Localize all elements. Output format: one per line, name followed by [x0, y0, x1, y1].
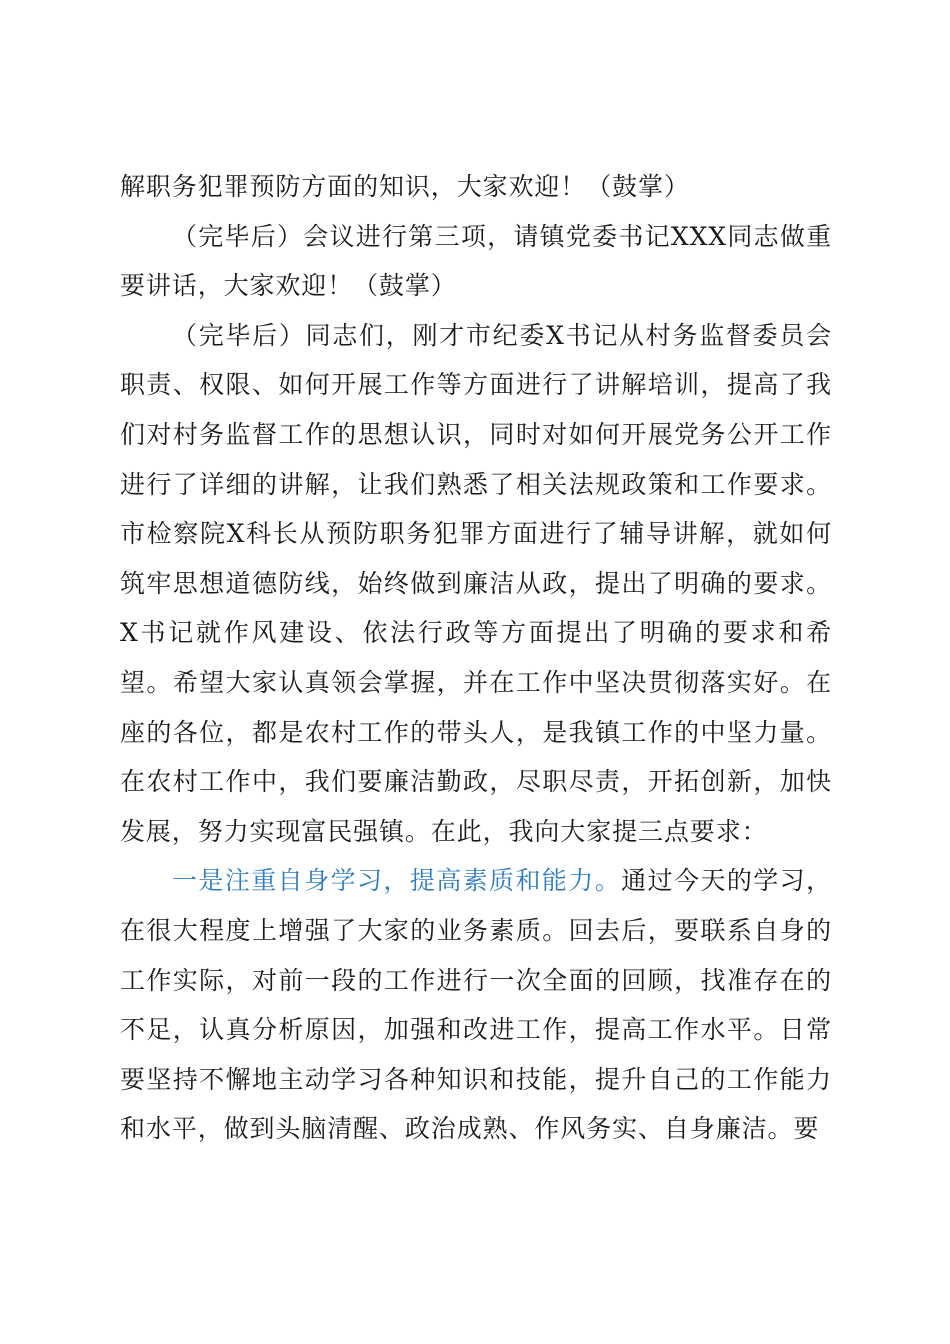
paragraph-requirement-one	[120, 856, 832, 1154]
paragraph-body-text: 通过今天的学习，在很大程度上增强了大家的业务素质。回去后，要联系自身的工作实际，对前一段的工作进行一次全面的回顾，找准存在的不足，认真分析原因，加强和改进工作，提高工作水平。日常要坚持不懈地主动学习各种知识和技能，提升自己的工作能力和水平，做到头脑清醒、政治成熟、作风务实、自身廉洁。要	[120, 866, 832, 1144]
paragraph-third-item: （完毕后）会议进行第三项，请镇党委书记XXX同志做重要讲话，大家欢迎！（鼓掌）	[120, 221, 832, 301]
document-body	[120, 162, 832, 1154]
paragraph-continuation: 解职务犯罪预防方面的知识，大家欢迎！（鼓掌）	[120, 172, 690, 201]
highlighted-heading: 一是注重自身学习，提高素质和能力。	[172, 866, 622, 896]
paragraph-summary: （完毕后）同志们，刚才市纪委X书记从村务监督委员会职责、权限、如何开展工作等方面进行了讲解培训，提高了我们对村务监督工作的思想认识，同时对如何开展党务公开工作进行了详细的讲解，让我们熟悉了相关法规政策和工作要求。市检察院X科长从预防职务犯罪方面进行了辅导讲解，就如何筑牢思想道德防线，始终做到廉洁从政，提出了明确的要求。X书记就作风建设、依法行政等方面提出了明确的要求和希望。希望大家认真领会掌握，并在工作中坚决贯彻落实好。在座的各位，都是农村工作的带头人，是我镇工作的中坚力量。在农村工作中，我们要廉洁勤政，尽职尽责，开拓创新，加快发展，努力实现富民强镇。在此，我向大家提三点要求：	[120, 320, 832, 846]
